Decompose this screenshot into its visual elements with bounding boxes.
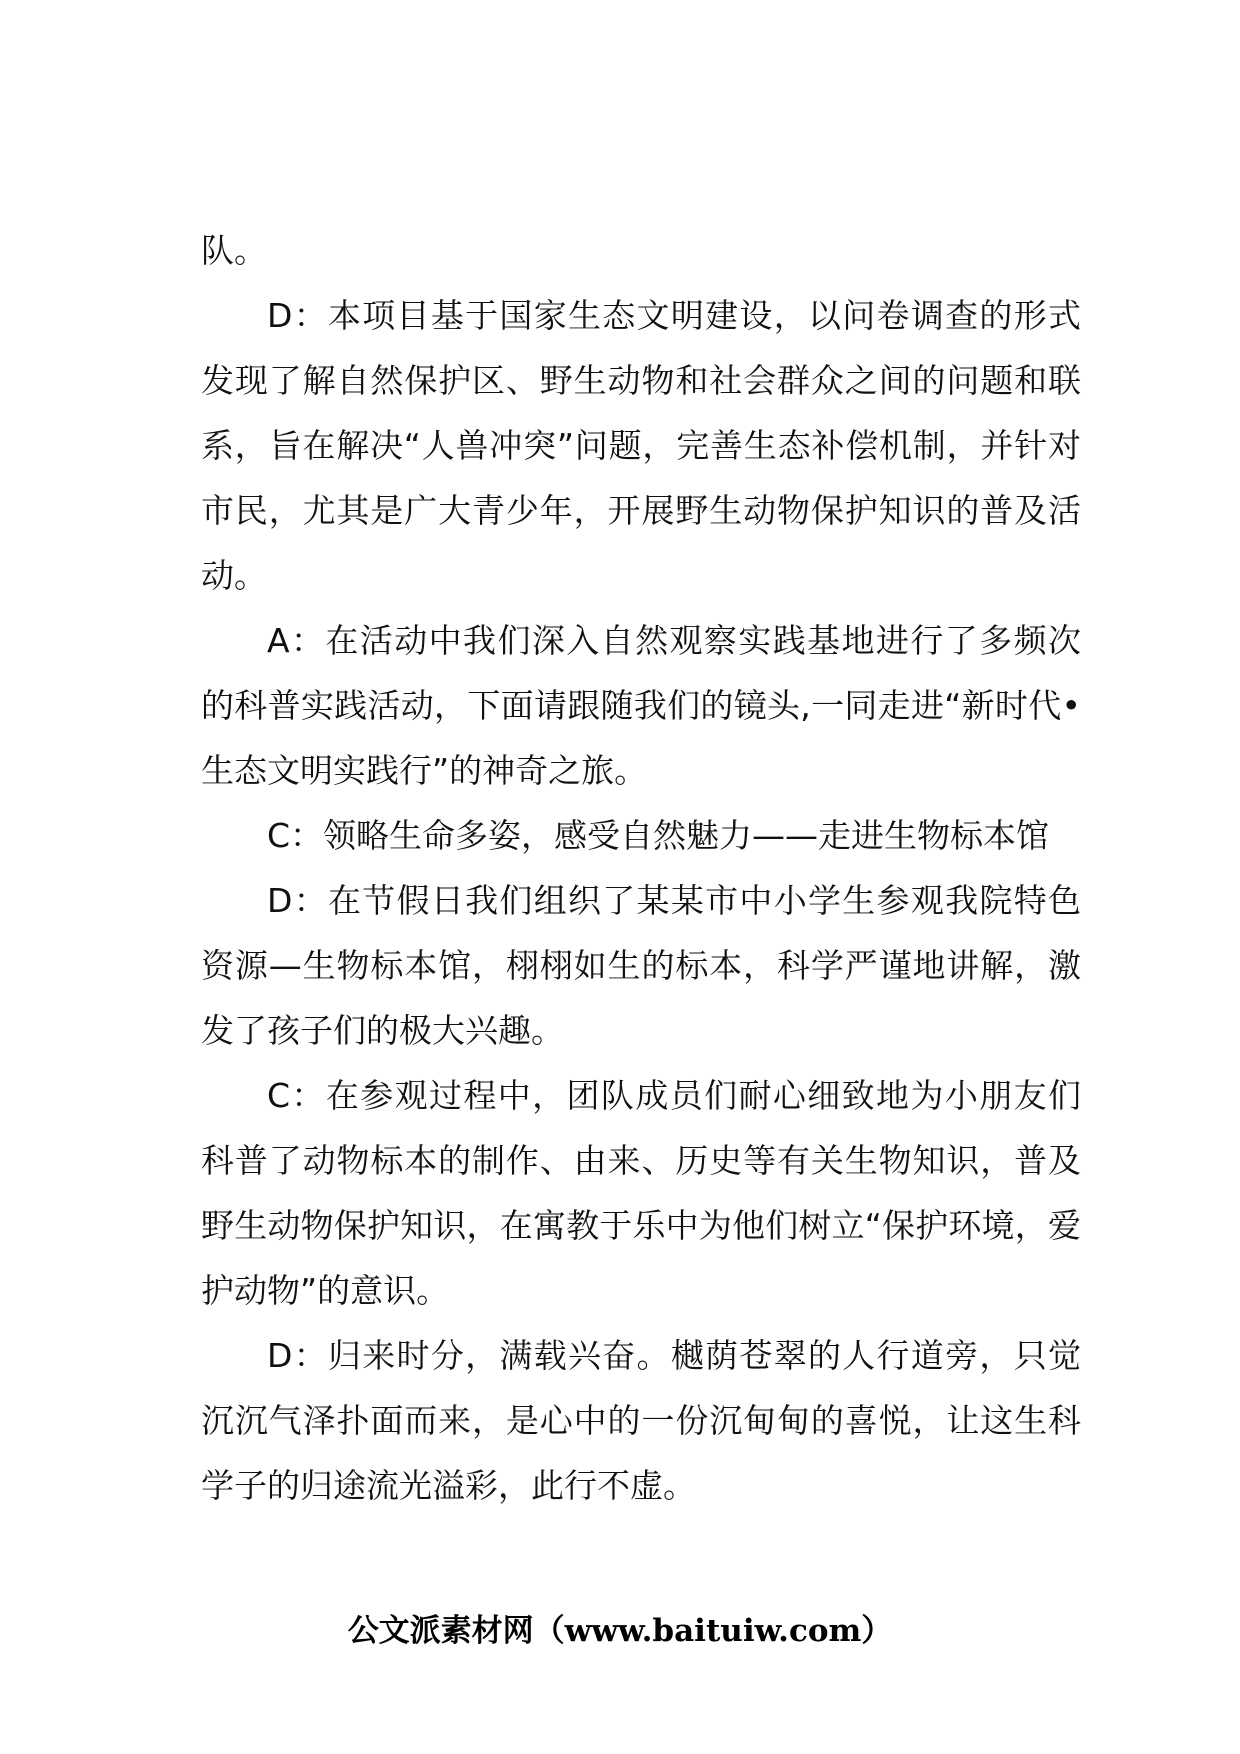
paragraph-activity-intro: A：在活动中我们深入自然观察实践基地进行了多频次的科普实践活动，下面请跟随我们的镜头,一同走进“新时代•生态文明实践行”的神奇之旅。 — [201, 621, 1081, 790]
document-body — [201, 218, 1081, 1518]
paragraph-project-intro: D：本项目基于国家生态文明建设，以问卷调查的形式发现了解自然保护区、野生动物和社会群众之间的问题和联系，旨在解决“人兽冲突”问题，完善生态补偿机制，并针对市民，尤其是广大青少年，开展野生动物保护知识的普及活动。 — [201, 296, 1081, 595]
page-footer-watermark: 公文派素材网（www.baituiw.com） — [347, 1613, 893, 1649]
paragraph-continuation: 队。 — [201, 231, 267, 270]
paragraph-museum-visit: D：在节假日我们组织了某某市中小学生参观我院特色资源—生物标本馆，栩栩如生的标本，科学严谨地讲解，激发了孩子们的极大兴趣。 — [201, 881, 1081, 1050]
paragraph-team-explanation: C：在参观过程中，团队成员们耐心细致地为小朋友们科普了动物标本的制作、由来、历史等有关生物知识，普及野生动物保护知识，在寓教于乐中为他们树立“保护环境，爱护动物”的意识。 — [201, 1076, 1081, 1310]
paragraph-return: D：归来时分，满载兴奋。樾荫苍翠的人行道旁，只觉沉沉气泽扑面而来，是心中的一份沉甸甸的喜悦，让这生科学子的归途流光溢彩，此行不虚。 — [201, 1336, 1081, 1505]
paragraph-section-heading: C：领略生命多姿，感受自然魅力——走进生物标本馆 — [267, 816, 1050, 855]
